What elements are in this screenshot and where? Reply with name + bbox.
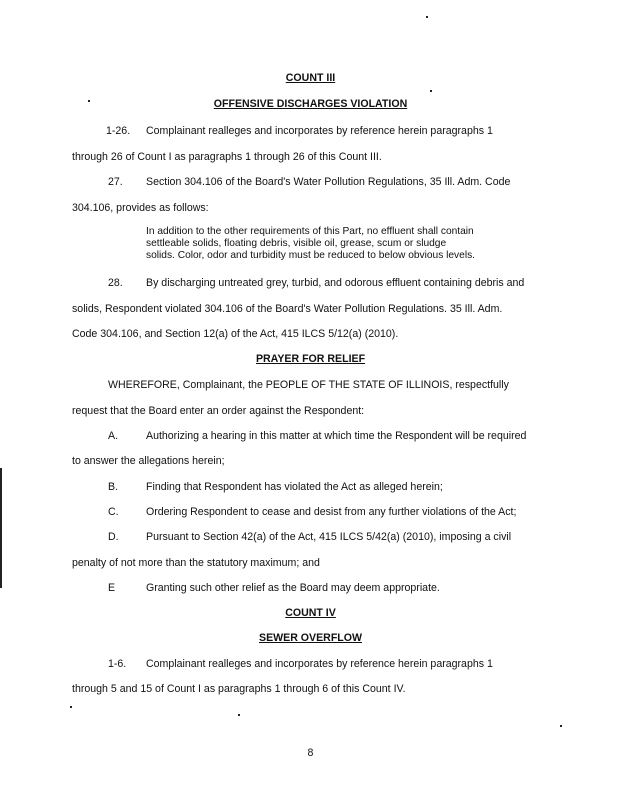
scan-speck xyxy=(560,725,562,727)
scan-speck xyxy=(238,714,240,716)
relief-item-label: E xyxy=(108,582,116,594)
relief-item-text: Finding that Respondent has violated the Act as alleged herein; xyxy=(146,481,443,493)
relief-item-text: Granting such other relief as the Board may deem appropriate. xyxy=(146,582,440,594)
paragraph-text: Complainant realleges and incorporates by reference herein paragraphs 1 xyxy=(146,125,493,137)
scan-edge-mark xyxy=(0,468,2,588)
paragraph-text: By discharging untreated grey, turbid, and odorous effluent containing debris and xyxy=(146,277,525,289)
paragraph-number: 1-6. xyxy=(108,658,127,670)
relief-item-text: Ordering Respondent to cease and desist from any further violations of the Act; xyxy=(146,506,517,518)
paragraph-number: 1-26. xyxy=(106,125,131,137)
relief-item-label: C. xyxy=(108,506,119,518)
relief-item-text: to answer the allegations herein; xyxy=(72,455,225,467)
relief-item-text: Authorizing a hearing in this matter at which time the Respondent will be required xyxy=(146,430,527,442)
offensive-discharges-heading: OFFENSIVE DISCHARGES VIOLATION xyxy=(213,98,408,110)
count-iv-heading: COUNT IV xyxy=(285,607,336,619)
scan-speck xyxy=(426,16,428,18)
block-quote-line: settleable solids, floating debris, visible oil, grease, scum or sludge xyxy=(146,238,447,249)
paragraph-text: Section 304.106 of the Board's Water Pollution Regulations, 35 Ill. Adm. Code xyxy=(146,176,511,188)
block-quote-line: solids. Color, odor and turbidity must be reduced to below obvious levels. xyxy=(146,250,476,261)
scan-speck xyxy=(88,100,90,102)
page-number: 8 xyxy=(307,747,314,759)
paragraph-number: 27. xyxy=(108,176,123,188)
prayer-for-relief-heading: PRAYER FOR RELIEF xyxy=(255,353,366,365)
paragraph-text: 304.106, provides as follows: xyxy=(72,202,209,214)
scan-speck xyxy=(430,90,432,92)
paragraph-text: request that the Board enter an order against the Respondent: xyxy=(72,405,365,417)
relief-item-text: Pursuant to Section 42(a) of the Act, 415 ILCS 5/42(a) (2010), imposing a civil xyxy=(146,531,512,543)
paragraph-text: Complainant realleges and incorporates by reference herein paragraphs 1 xyxy=(146,658,493,670)
paragraph-text: through 26 of Count I as paragraphs 1 through 26 of this Count III. xyxy=(72,151,382,163)
paragraph-text: Code 304.106, and Section 12(a) of the Act, 415 ILCS 5/12(a) (2010). xyxy=(72,328,399,340)
paragraph-text: solids, Respondent violated 304.106 of the Board's Water Pollution Regulations. 35 Ill. Adm. xyxy=(72,303,503,315)
relief-item-label: A. xyxy=(108,430,119,442)
paragraph-text: through 5 and 15 of Count I as paragraphs 1 through 6 of this Count IV. xyxy=(72,683,406,695)
relief-item-label: B. xyxy=(108,481,119,493)
scan-speck xyxy=(70,706,72,708)
block-quote-line: In addition to the other requirements of this Part, no effluent shall contain xyxy=(146,226,474,237)
paragraph-text: WHEREFORE, Complainant, the PEOPLE OF THE STATE OF ILLINOIS, respectfully xyxy=(108,379,509,391)
count-iii-heading: COUNT III xyxy=(285,72,336,84)
paragraph-number: 28. xyxy=(108,277,123,289)
sewer-overflow-heading: SEWER OVERFLOW xyxy=(259,632,362,644)
relief-item-label: D. xyxy=(108,531,119,543)
relief-item-text: penalty of not more than the statutory maximum; and xyxy=(72,557,320,569)
